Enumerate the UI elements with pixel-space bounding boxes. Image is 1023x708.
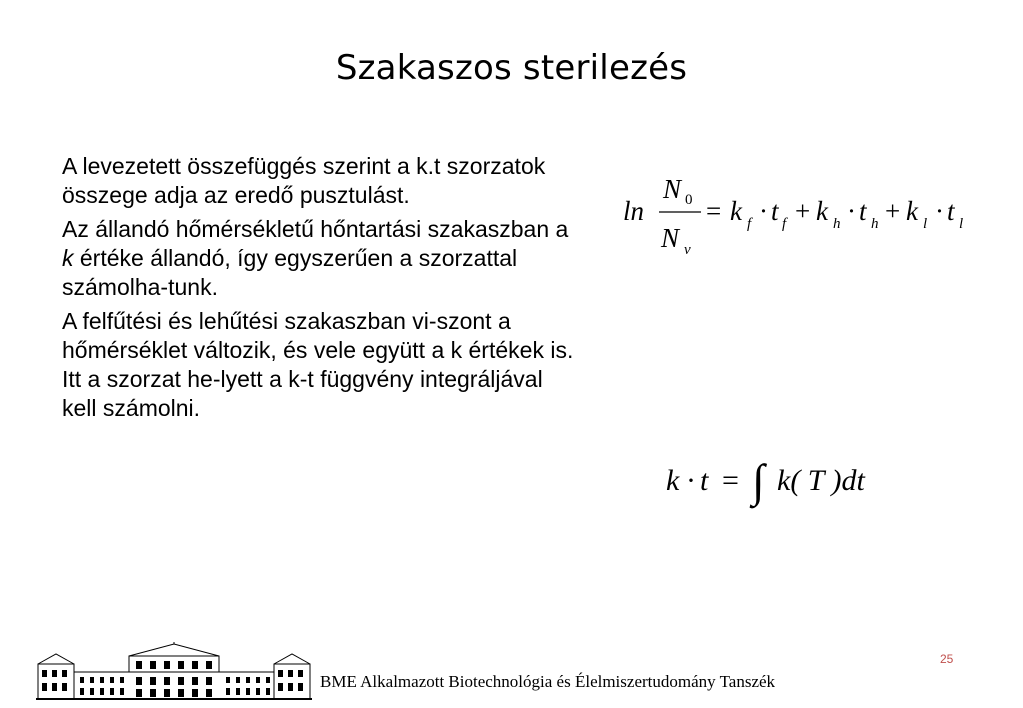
formula1-numerator: N — [663, 174, 682, 204]
formula1-t1-sub: f — [782, 216, 787, 232]
formula1-ln: ln — [623, 196, 645, 226]
paragraph-2-k: k — [62, 245, 74, 271]
footer-department: BME Alkalmazott Biotechnológia és Élelmiszertudomány Tanszék — [320, 672, 776, 691]
formula1-t3: t — [947, 196, 955, 226]
formula1-k3: k — [906, 196, 918, 226]
formula1-dot1: · — [759, 196, 768, 226]
formula2-t: t — [700, 464, 709, 497]
integral-sign: ∫ — [752, 455, 765, 506]
formula1-dot2: · — [847, 196, 856, 226]
formula1-k2-sub: h — [833, 216, 841, 232]
formula1-k2: k — [816, 196, 828, 226]
slide-title: Szakaszos sterilezés — [335, 48, 688, 88]
formula1-k3-sub: l — [923, 216, 928, 232]
formula1-t2: t — [859, 196, 867, 226]
paragraph-2 — [62, 215, 582, 302]
formula1-plus1: + — [795, 196, 811, 226]
paragraph-2-a: Az állandó hőmérsékletű hőntartási szakaszban a — [62, 216, 569, 242]
formula1-t2-sub: h — [871, 216, 879, 232]
formula2-k: k — [666, 464, 680, 497]
formula1-k1: k — [730, 196, 742, 226]
paragraph-2-b: értéke állandó, így egyszerűen a szorzattal számolha-tunk. — [62, 245, 518, 300]
formula1-dot3: · — [935, 196, 944, 226]
paragraph-1: A levezetett összefüggés szerint a k.t szorzatok összege adja az eredő pusztulást. — [62, 153, 546, 208]
formula2-dot: · — [686, 464, 696, 497]
paragraph-3: A felfűtési és lehűtési szakaszban vi-szont a hőmérséklet változik, és vele együtt a k értékek is. Itt a szorzat he-lyett a k-t függvény integráljával kell számolni. — [62, 308, 574, 421]
formula1-t1: t — [771, 196, 779, 226]
formula1-equals: = — [706, 196, 722, 226]
formula1-numerator-sub: 0 — [685, 192, 693, 208]
building-logo — [34, 642, 314, 700]
formula2-rhs: k( T )dt — [777, 464, 865, 497]
formula1-denominator-sub: v — [684, 242, 691, 258]
body-text — [62, 152, 582, 428]
formula1-k1-sub: f — [747, 216, 752, 232]
formula1-t3-sub: l — [959, 216, 964, 232]
formula-integral — [662, 450, 902, 510]
formula2-equals: = — [722, 464, 739, 497]
formula1-denominator: N — [661, 223, 680, 253]
formula1-plus2: + — [885, 196, 901, 226]
page-number: 25 — [940, 652, 954, 666]
formula-sum-kt — [623, 170, 993, 260]
